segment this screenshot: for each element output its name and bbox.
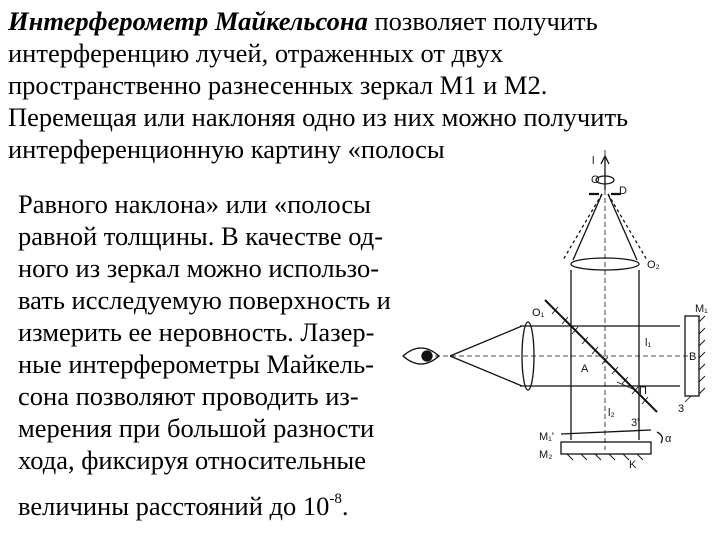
label-d: D [619,185,627,197]
label-b: B [689,351,697,363]
cone-right [608,194,637,260]
eye-outline [403,348,439,364]
eye-pupil [422,351,432,361]
paragraph-line-14: хода, фиксируя относительные [18,445,366,475]
paragraph-line-4: Перемещая или наклоняя одно из них можно получить [8,102,629,132]
michelson-interferometer-diagram [395,150,720,540]
cone-outer-right [608,194,647,260]
paragraph-line-15 [18,491,349,521]
cone-outer-left [563,194,602,260]
line-15-end: . [341,491,349,521]
alpha-arc [657,432,662,443]
label-three-prime: 3' [631,417,640,429]
mirror-m1-hatch [699,316,705,394]
label-m1: M₁ [695,303,708,315]
label-o1: O₁ [532,307,545,319]
mirror-m2 [561,442,651,454]
paragraph-line-11: ные интерферометры Майкель- [18,349,374,379]
label-o: O [591,174,600,186]
term-michelson-interferometer: Интерферометр Майкельсона [8,6,368,36]
paragraph-line-2: интерференцию лучей, отраженных от двух [8,38,504,68]
paragraph-line-7: равной толщины. В качестве од- [18,221,384,251]
label-three: 3 [678,403,685,415]
label-alpha: α [665,433,672,445]
paragraph-line-10: измерить ее неровность. Лазер- [18,317,375,347]
cone-left [573,194,602,260]
label-a: A [581,363,589,375]
ray-eye-bottom [450,356,522,386]
paragraph-line-6: Равного наклона» или «полосы [18,189,371,219]
leader-three [685,396,691,402]
label-k: K [629,459,637,471]
paragraph-line-9: вать исследуемую поверхность и [18,285,391,315]
label-m1-prime: M₁' [539,431,554,443]
label-m2: M₂ [539,449,553,461]
label-p: П [639,385,647,397]
exponent: -8 [329,491,342,507]
ray-eye-top [450,326,522,356]
label-l: l [592,155,595,167]
paragraph-line-13: мерения при большой разности [18,413,375,443]
label-l1: l₁ [645,337,652,349]
paragraph-line-3: пространственно разнесенных зеркал М1 и М2. [8,70,548,100]
paragraph-line-1 [8,6,598,36]
paragraph-line-5: интерференционную картину «полосы [8,134,445,164]
line-15-text: величины расстояний до 10 [18,491,330,521]
line-1-text: позволяет получить [367,6,598,36]
mirror-m1-prime [561,430,651,434]
paragraph-line-12: сона позволяют проводить из- [18,381,359,411]
label-l2: l₂ [608,407,615,419]
paragraph-line-8: ного из зеркал можно использо- [18,253,380,283]
label-o2: O₂ [647,259,660,271]
